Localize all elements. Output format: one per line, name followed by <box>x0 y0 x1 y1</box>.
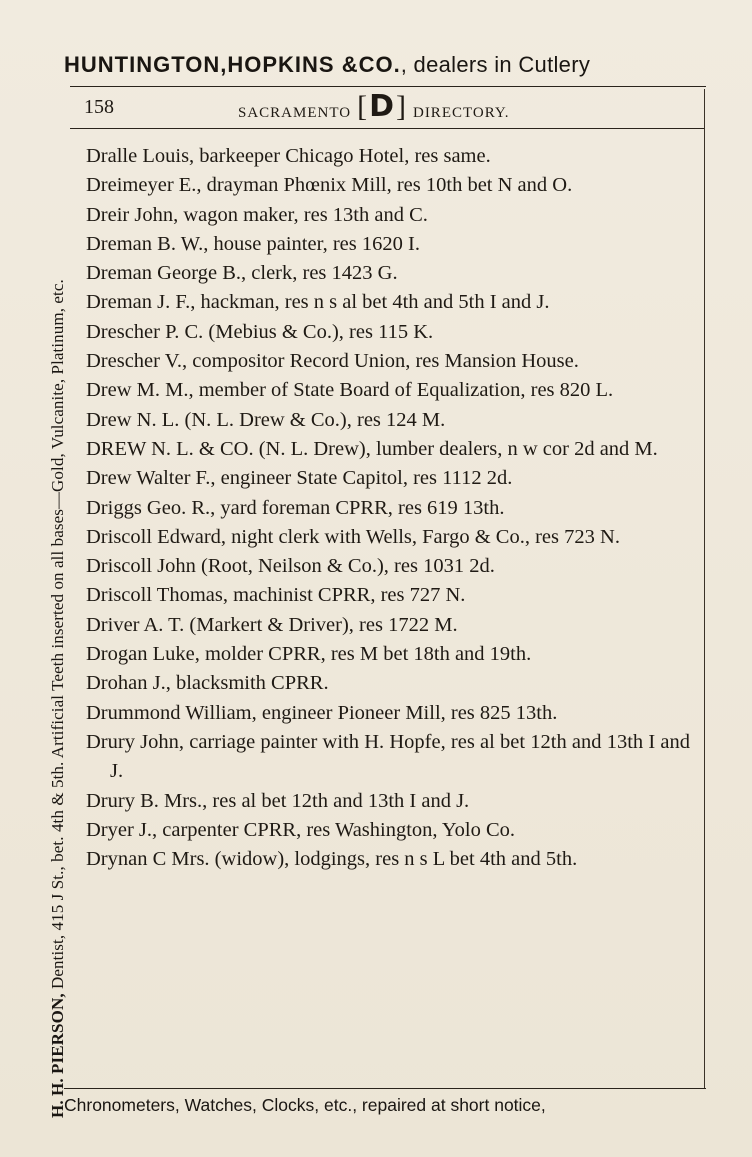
directory-entry: Dreir John, wagon maker, res 13th and C. <box>86 203 428 226</box>
top-advertisement <box>64 52 714 78</box>
directory-entry: Drynan C Mrs. (widow), lodgings, res n s L bet 4th and 5th. <box>86 848 578 871</box>
directory-entry: Drew Walter F., engineer State Capitol, res 1112 2d. <box>86 467 513 490</box>
directory-entry: Dreimeyer E., drayman Phœnix Mill, res 10th bet N and O. <box>86 174 573 197</box>
top-ad-text: , dealers in Cutlery <box>400 52 591 77</box>
directory-entry: Driggs Geo. R., yard foreman CPRR, res 619 13th. <box>86 496 505 519</box>
directory-entry: Driscoll Thomas, machinist CPRR, res 727 N. <box>86 584 466 607</box>
running-head-city: SACRAMENTO <box>238 104 352 121</box>
side-ad-name: H. H. PIERSON, <box>48 993 67 1118</box>
directory-entries <box>86 142 690 874</box>
directory-entry: Dreman B. W., house painter, res 1620 I. <box>86 232 420 255</box>
running-head <box>238 89 510 126</box>
directory-entry: Drogan Luke, molder CPRR, res M bet 18th and 19th. <box>86 643 532 666</box>
directory-entry: Drummond William, engineer Pioneer Mill, res 825 13th. <box>86 701 558 724</box>
directory-entry: Drescher V., compositor Record Union, res Mansion House. <box>86 350 579 373</box>
side-advertisement <box>48 58 68 1118</box>
directory-entry: Drescher P. C. (Mebius & Co.), res 115 K. <box>86 320 434 343</box>
section-letter: [ D ] <box>357 94 407 120</box>
directory-entry: Dralle Louis, barkeeper Chicago Hotel, res same. <box>86 145 491 167</box>
page-number: 158 <box>84 96 114 118</box>
page-header <box>70 89 704 129</box>
side-ad-text: Dentist, 415 J St., bet. 4th & 5th. Artificial Teeth inserted on all bases—Gold, Vulcanite, Platinum, etc. <box>48 279 67 994</box>
directory-entry: Drohan J., blacksmith CPRR. <box>86 672 329 695</box>
directory-entry: DREW N. L. & CO. (N. L. Drew), lumber dealers, n w cor 2d and M. <box>86 437 658 460</box>
directory-entry: Dryer J., carpenter CPRR, res Washington, Yolo Co. <box>86 818 516 841</box>
directory-entry: Drury B. Mrs., res al bet 12th and 13th I and J. <box>86 789 470 812</box>
directory-entry: Drury John, carriage painter with H. Hopfe, res al bet 12th and 13th I and J. <box>86 730 690 783</box>
directory-entry: Driver A. T. (Markert & Driver), res 1722 M. <box>86 613 458 636</box>
directory-entry: Drew M. M., member of State Board of Equalization, res 820 L. <box>86 379 614 402</box>
top-ad-firm: HUNTINGTON,HOPKINS &CO. <box>64 52 401 77</box>
directory-entry: Dreman George B., clerk, res 1423 G. <box>86 262 398 285</box>
directory-entry: Driscoll John (Root, Neilson & Co.), res 1031 2d. <box>86 555 495 578</box>
directory-entry: Dreman J. F., hackman, res n s al bet 4th and 5th I and J. <box>86 291 550 314</box>
bottom-advertisement: Chronometers, Watches, Clocks, etc., repaired at short notice, <box>64 1095 546 1115</box>
running-head-directory: DIRECTORY. <box>412 104 510 121</box>
footer-rule <box>64 1088 706 1089</box>
directory-entry: Drew N. L. (N. L. Drew & Co.), res 124 M. <box>86 408 446 431</box>
directory-entry: Driscoll Edward, night clerk with Wells, Fargo & Co., res 723 N. <box>86 525 620 548</box>
header-rule <box>70 86 706 87</box>
